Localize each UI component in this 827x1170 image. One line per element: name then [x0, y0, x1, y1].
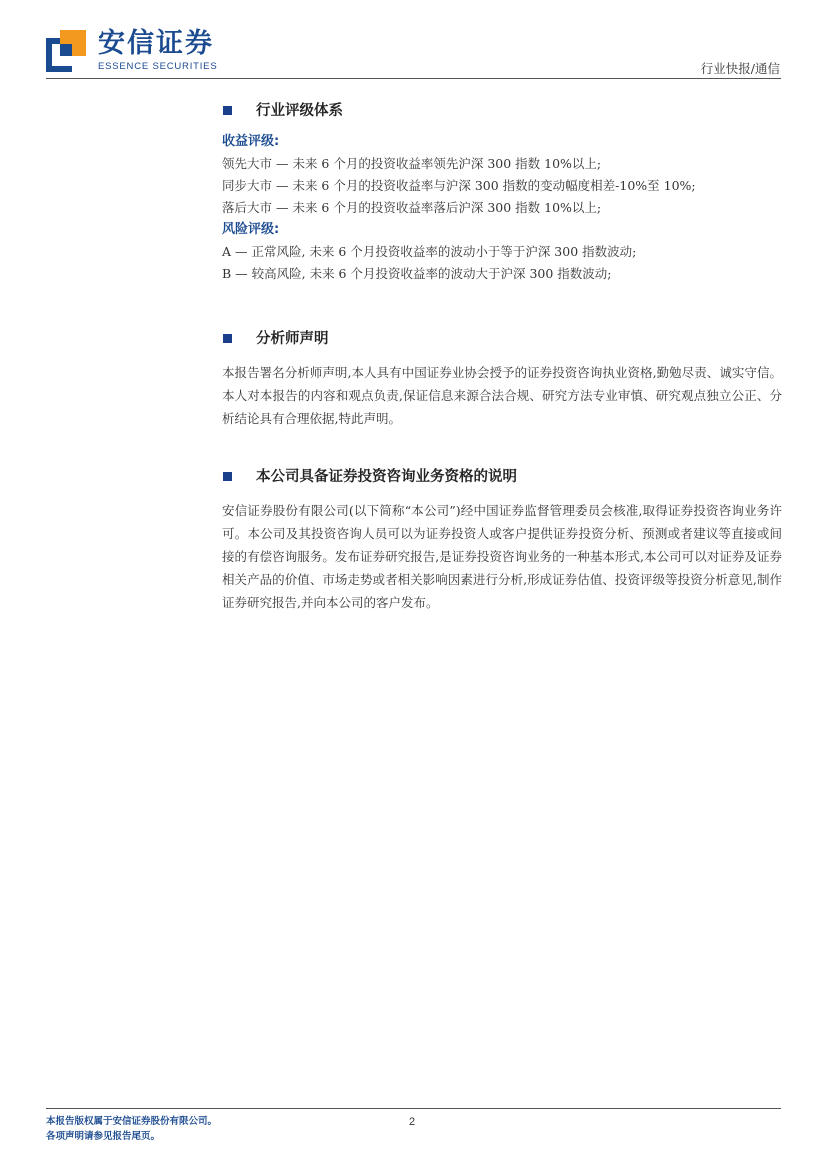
qualification-text: 安信证券股份有限公司(以下简称“本公司”)经中国证券监督管理委员会核准,取得证券投资咨询业务许可。本公司及其投资咨询人员可以为证券投资人或客户提供证券投资分析、预测或者建议等直接或间接的有偿咨询服务。发布证券研究报告,是证券投资咨询业务的一种基本形式,本公司可以对证券及证券相关产品的价值、市场走势或者相关影响因素进行分析,形成证券估值、投资评级等投资分析意见,制作证券研究报告,并向本公司的客户发布。	[222, 503, 782, 610]
company-name-cn: 安信证券	[98, 28, 214, 59]
square-bullet-icon	[223, 472, 232, 481]
copyright-note: 本报告版权属于安信证券股份有限公司。	[46, 1116, 218, 1127]
report-category: 行业快报/通信	[700, 61, 780, 76]
return-rating-label: 收益评级:	[222, 134, 280, 149]
risk-rating-line: B — 较高风险, 未来 6 个月投资收益率的波动大于沪深 300 指数波动;	[222, 266, 612, 281]
section-title: 分析师声明	[222, 329, 782, 349]
square-bullet-icon	[223, 106, 232, 115]
essence-logo-icon	[46, 30, 86, 72]
disclaimer-note: 各项声明请参见报告尾页。	[46, 1131, 161, 1142]
risk-rating-label: 风险评级:	[222, 222, 280, 237]
header-divider	[46, 78, 781, 79]
return-rating-line: 领先大市 — 未来 6 个月的投资收益率领先沪深 300 指数 10%以上;	[222, 156, 602, 171]
footer-divider	[46, 1108, 781, 1109]
company-name-en: ESSENCE SECURITIES	[98, 61, 218, 72]
risk-rating-line: A — 正常风险, 未来 6 个月投资收益率的波动小于等于沪深 300 指数波动;	[222, 244, 637, 259]
analyst-statement-text: 本报告署名分析师声明,本人具有中国证券业协会授予的证券投资咨询执业资格,勤勉尽责、诚实守信。本人对本报告的内容和观点负责,保证信息来源合法合规、研究方法专业审慎、研究观点独立公正、分析结论具有合理依据,特此声明。	[222, 365, 782, 426]
qualification-section	[222, 467, 782, 614]
page-number: 2	[409, 1116, 416, 1128]
page-header	[0, 0, 827, 80]
square-bullet-icon	[223, 334, 232, 343]
rating-section	[222, 101, 782, 285]
section-title: 本公司具备证券投资咨询业务资格的说明	[222, 467, 782, 487]
footer-notes	[46, 1114, 217, 1144]
analyst-section	[222, 329, 782, 430]
return-rating-line: 落后大市 — 未来 6 个月的投资收益率落后沪深 300 指数 10%以上;	[222, 200, 602, 215]
return-rating-line: 同步大市 — 未来 6 个月的投资收益率与沪深 300 指数的变动幅度相差-10%至 10%;	[222, 178, 696, 193]
section-title: 行业评级体系	[222, 101, 782, 121]
